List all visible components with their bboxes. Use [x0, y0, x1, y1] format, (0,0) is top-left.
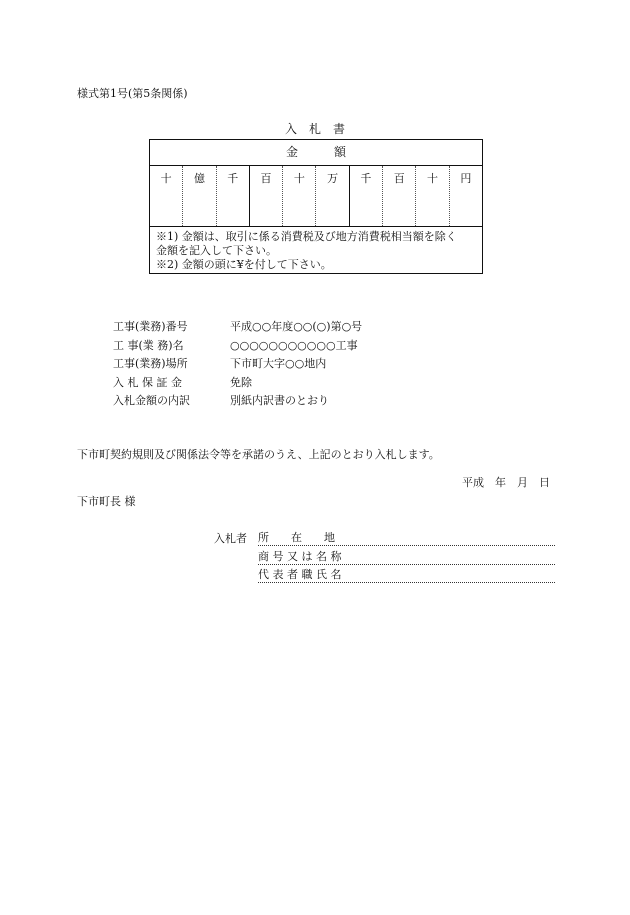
digit-cell[interactable]: 万: [316, 166, 349, 226]
amount-header: 金 額: [150, 140, 482, 166]
note-line: ※1) 金額は、取引に係る消費税及び地方消費税相当額を除く: [156, 230, 457, 243]
digit-cell[interactable]: 百: [383, 166, 416, 226]
document-title: 入 札 書: [284, 122, 345, 136]
form-number: 様式第1号(第5条関係): [77, 87, 188, 100]
bidder-representative-field[interactable]: 代 表 者 職 氏 名: [258, 566, 555, 583]
amount-table: [149, 139, 483, 274]
bidder-address-field[interactable]: 所 在 地: [258, 529, 555, 546]
amount-notes: [150, 227, 482, 272]
addressee: 下市町長 様: [77, 495, 136, 508]
note-line: ※2) 金額の頭に¥を付して下さい。: [156, 258, 332, 271]
digit-cell[interactable]: 千: [350, 166, 383, 226]
digit-cell[interactable]: 十: [283, 166, 316, 226]
amount-digit-row: [150, 166, 482, 227]
digit-cell[interactable]: 十: [416, 166, 449, 226]
info-label-number: 工事(業務)番号: [113, 320, 188, 333]
declaration-text: 下市町契約規則及び関係法令等を承諾のうえ、上記のとおり入札します。: [77, 448, 440, 461]
bidder-company-field[interactable]: 商 号 又 は 名 称: [258, 548, 555, 565]
date-line[interactable]: 平成 年 月 日: [462, 476, 550, 489]
info-label-breakdown: 入札金額の内訳: [113, 394, 190, 407]
info-label-name: 工 事(業 務)名: [113, 339, 184, 352]
info-value-place: 下市町大字○○地内: [230, 357, 327, 370]
bidder-label: 入札者: [214, 532, 247, 545]
digit-cell[interactable]: 円: [460, 172, 472, 185]
digit-cell[interactable]: 千: [217, 166, 250, 226]
digit-cell[interactable]: 十: [150, 166, 183, 226]
note-line: 金額を記入して下さい。: [156, 244, 277, 257]
digit-cell[interactable]: 億: [183, 166, 216, 226]
info-label-place: 工事(業務)場所: [113, 357, 188, 370]
info-value-breakdown: 別紙内訳書のとおり: [230, 394, 329, 407]
info-value-number: 平成○○年度○○(○)第○号: [230, 320, 363, 333]
info-value-deposit: 免除: [230, 376, 252, 389]
info-value-name: ○○○○○○○○○○○工事: [230, 339, 358, 352]
digit-cell[interactable]: 百: [250, 166, 283, 226]
info-label-deposit: 入 札 保 証 金: [113, 376, 182, 389]
